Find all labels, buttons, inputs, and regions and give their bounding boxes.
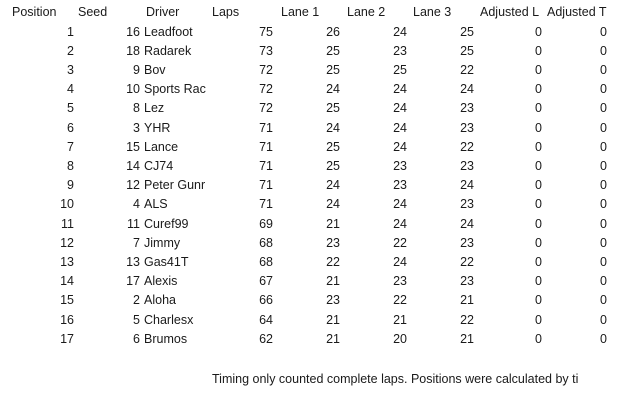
cell-driver[interactable]: ALS (144, 197, 168, 212)
cell-lane-2[interactable]: 20 (393, 331, 407, 346)
header-adjusted-l[interactable]: Adjusted L (480, 5, 540, 19)
cell-position[interactable]: 11 (61, 216, 74, 231)
footnote[interactable]: Timing only counted complete laps. Positions were calculated by ti (212, 372, 579, 386)
cell-laps[interactable]: 68 (259, 254, 273, 269)
cell-lane-1[interactable]: 24 (326, 178, 340, 193)
cell-adjusted-t[interactable]: 0 (600, 62, 607, 77)
cell-driver[interactable]: Aloha (144, 293, 176, 308)
cell-position[interactable]: 4 (67, 82, 74, 97)
cell-laps[interactable]: 66 (259, 293, 273, 308)
cell-seed[interactable]: 11 (127, 216, 140, 231)
cell-driver[interactable]: Jimmy (144, 235, 181, 250)
cell-position[interactable]: 14 (60, 274, 74, 289)
cell-adjusted-l[interactable]: 0 (535, 216, 542, 231)
cell-laps[interactable]: 71 (259, 139, 273, 154)
cell-lane-2[interactable]: 24 (393, 120, 407, 135)
cell-seed[interactable]: 16 (126, 24, 140, 39)
cell-adjusted-l[interactable]: 0 (535, 158, 542, 173)
cell-laps[interactable]: 71 (259, 158, 273, 173)
cell-lane-1[interactable]: 23 (326, 293, 340, 308)
cell-adjusted-t[interactable]: 0 (600, 235, 607, 250)
cell-lane-1[interactable]: 21 (326, 331, 340, 346)
cell-driver[interactable]: Lance (144, 139, 179, 154)
table-row (0, 99, 625, 118)
cell-driver[interactable]: Brumos (144, 331, 188, 346)
cell-lane-2[interactable]: 23 (393, 178, 407, 193)
table-row (0, 253, 625, 272)
cell-lane-3[interactable]: 23 (460, 120, 474, 135)
cell-position[interactable]: 13 (60, 254, 74, 269)
cell-laps[interactable]: 72 (259, 82, 273, 97)
cell-laps[interactable]: 62 (259, 331, 273, 346)
cell-driver[interactable]: Bov (144, 62, 166, 77)
header-position[interactable]: Position (12, 5, 57, 19)
cell-adjusted-l[interactable]: 0 (535, 43, 542, 58)
cell-adjusted-l[interactable]: 0 (535, 274, 542, 289)
cell-lane-3[interactable]: 23 (460, 197, 474, 212)
cell-adjusted-t[interactable]: 0 (600, 101, 607, 116)
cell-driver[interactable]: Leadfoot (144, 24, 193, 39)
cell-laps[interactable]: 72 (259, 62, 273, 77)
cell-position[interactable]: 3 (67, 62, 74, 77)
cell-lane-3[interactable]: 22 (460, 254, 474, 269)
cell-lane-1[interactable]: 24 (326, 82, 340, 97)
cell-position[interactable]: 1 (67, 24, 74, 39)
cell-adjusted-l[interactable]: 0 (535, 62, 542, 77)
cell-position[interactable]: 7 (67, 139, 74, 154)
cell-seed[interactable]: 12 (126, 178, 140, 193)
cell-seed[interactable]: 5 (133, 312, 140, 327)
cell-lane-2[interactable]: 22 (393, 235, 407, 250)
cell-adjusted-l[interactable]: 0 (535, 101, 542, 116)
cell-adjusted-t[interactable]: 0 (600, 82, 607, 97)
cell-lane-2[interactable]: 23 (393, 158, 407, 173)
cell-driver[interactable]: CJ74 (144, 158, 174, 173)
table-row (0, 61, 625, 80)
table-row (0, 311, 625, 330)
cell-adjusted-l[interactable]: 0 (535, 82, 542, 97)
cell-lane-2[interactable]: 24 (393, 216, 407, 231)
cell-seed[interactable]: 10 (126, 82, 140, 97)
cell-driver[interactable]: Lez (144, 101, 165, 116)
cell-adjusted-t[interactable]: 0 (600, 312, 607, 327)
cell-seed[interactable]: 9 (133, 62, 140, 77)
cell-adjusted-t[interactable]: 0 (600, 43, 607, 58)
header-laps[interactable]: Laps (212, 5, 240, 19)
cell-adjusted-l[interactable]: 0 (535, 178, 542, 193)
cell-position[interactable]: 9 (67, 178, 74, 193)
table-row (0, 215, 625, 234)
cell-adjusted-t[interactable]: 0 (600, 254, 607, 269)
cell-lane-3[interactable]: 25 (460, 43, 474, 58)
table-row (0, 195, 625, 214)
cell-lane-2[interactable]: 23 (393, 274, 407, 289)
cell-lane-2[interactable]: 23 (393, 43, 407, 58)
cell-lane-2[interactable]: 21 (393, 312, 407, 327)
cell-lane-1[interactable]: 25 (326, 101, 340, 116)
cell-position[interactable]: 17 (60, 331, 74, 346)
cell-lane-3[interactable]: 24 (460, 216, 474, 231)
cell-laps[interactable]: 71 (259, 178, 273, 193)
cell-position[interactable]: 8 (67, 158, 74, 173)
cell-seed[interactable]: 3 (133, 120, 140, 135)
header-lane-2[interactable]: Lane 2 (347, 5, 386, 19)
cell-seed[interactable]: 15 (126, 139, 140, 154)
cell-lane-3[interactable]: 22 (460, 312, 474, 327)
header-lane-1[interactable]: Lane 1 (281, 5, 320, 19)
cell-lane-3[interactable]: 23 (460, 158, 474, 173)
cell-lane-3[interactable]: 22 (460, 139, 474, 154)
cell-adjusted-t[interactable]: 0 (600, 197, 607, 212)
cell-lane-1[interactable]: 25 (326, 139, 340, 154)
cell-laps[interactable]: 71 (259, 197, 273, 212)
cell-position[interactable]: 15 (60, 293, 74, 308)
cell-adjusted-t[interactable]: 0 (600, 158, 607, 173)
cell-lane-1[interactable]: 25 (326, 158, 340, 173)
cell-lane-1[interactable]: 22 (326, 254, 340, 269)
cell-position[interactable]: 2 (67, 43, 74, 58)
cell-driver[interactable]: Radarek (144, 43, 192, 58)
table-row (0, 119, 625, 138)
cell-position[interactable]: 12 (60, 235, 74, 250)
cell-position[interactable]: 5 (67, 101, 74, 116)
cell-lane-3[interactable]: 24 (460, 82, 474, 97)
cell-seed[interactable]: 17 (126, 274, 140, 289)
cell-adjusted-t[interactable]: 0 (600, 274, 607, 289)
cell-laps[interactable]: 69 (259, 216, 273, 231)
header-seed[interactable]: Seed (78, 5, 108, 19)
cell-adjusted-l[interactable]: 0 (535, 293, 542, 308)
table-row (0, 157, 625, 176)
cell-seed[interactable]: 8 (133, 101, 140, 116)
cell-adjusted-l[interactable]: 0 (535, 139, 542, 154)
cell-lane-3[interactable]: 21 (460, 293, 474, 308)
cell-lane-1[interactable]: 21 (326, 216, 340, 231)
cell-lane-2[interactable]: 22 (393, 293, 407, 308)
cell-position[interactable]: 6 (67, 120, 74, 135)
cell-position[interactable]: 16 (60, 312, 74, 327)
cell-adjusted-l[interactable]: 0 (535, 254, 542, 269)
cell-lane-1[interactable]: 24 (326, 120, 340, 135)
cell-lane-3[interactable]: 23 (460, 235, 474, 250)
cell-laps[interactable]: 75 (259, 24, 273, 39)
cell-seed[interactable]: 7 (133, 235, 140, 250)
cell-adjusted-l[interactable]: 0 (535, 331, 542, 346)
cell-adjusted-t[interactable]: 0 (600, 178, 607, 193)
cell-adjusted-l[interactable]: 0 (535, 197, 542, 212)
cell-driver[interactable]: YHR (144, 120, 171, 135)
cell-lane-2[interactable]: 24 (393, 139, 407, 154)
cell-lane-1[interactable]: 24 (326, 197, 340, 212)
cell-adjusted-t[interactable]: 0 (600, 139, 607, 154)
cell-lane-1[interactable]: 21 (326, 312, 340, 327)
cell-seed[interactable]: 14 (126, 158, 140, 173)
cell-laps[interactable]: 71 (259, 120, 273, 135)
cell-seed[interactable]: 2 (133, 293, 140, 308)
cell-adjusted-t[interactable]: 0 (600, 216, 607, 231)
cell-adjusted-l[interactable]: 0 (535, 312, 542, 327)
table-row (0, 138, 625, 157)
table-row (0, 176, 625, 195)
table-row (0, 23, 625, 42)
header-driver[interactable]: Driver (146, 5, 180, 19)
cell-seed[interactable]: 18 (126, 43, 140, 58)
cell-lane-2[interactable]: 24 (393, 197, 407, 212)
table-row (0, 330, 625, 349)
cell-adjusted-t[interactable]: 0 (600, 293, 607, 308)
cell-driver[interactable]: Gas41T (144, 254, 189, 269)
table-row (0, 42, 625, 61)
cell-driver[interactable]: Sports Rac (144, 82, 206, 97)
table-row (0, 291, 625, 310)
cell-laps[interactable]: 68 (259, 235, 273, 250)
cell-lane-1[interactable]: 25 (326, 62, 340, 77)
cell-adjusted-l[interactable]: 0 (535, 235, 542, 250)
table-row (0, 80, 625, 99)
cell-lane-1[interactable]: 21 (326, 274, 340, 289)
cell-lane-3[interactable]: 24 (460, 178, 474, 193)
cell-driver[interactable]: Peter Gunr (144, 178, 206, 193)
cell-driver[interactable]: Charlesx (144, 312, 194, 327)
cell-lane-3[interactable]: 23 (460, 101, 474, 116)
header-lane-3[interactable]: Lane 3 (413, 5, 452, 19)
cell-seed[interactable]: 4 (133, 197, 140, 212)
cell-lane-2[interactable]: 24 (393, 254, 407, 269)
cell-adjusted-t[interactable]: 0 (600, 331, 607, 346)
header-row (0, 3, 625, 22)
cell-lane-1[interactable]: 23 (326, 235, 340, 250)
cell-lane-2[interactable]: 24 (393, 24, 407, 39)
header-adjusted-t[interactable]: Adjusted T (547, 5, 607, 19)
cell-position[interactable]: 10 (60, 197, 74, 212)
table-row (0, 272, 625, 291)
cell-driver[interactable]: Curef99 (144, 216, 189, 231)
cell-seed[interactable]: 6 (133, 331, 140, 346)
cell-lane-3[interactable]: 22 (460, 62, 474, 77)
cell-lane-2[interactable]: 24 (393, 82, 407, 97)
cell-adjusted-l[interactable]: 0 (535, 120, 542, 135)
cell-adjusted-t[interactable]: 0 (600, 120, 607, 135)
cell-lane-1[interactable]: 26 (326, 24, 340, 39)
cell-adjusted-l[interactable]: 0 (535, 24, 542, 39)
cell-laps[interactable]: 73 (259, 43, 273, 58)
cell-laps[interactable]: 72 (259, 101, 273, 116)
cell-lane-3[interactable]: 25 (460, 24, 474, 39)
cell-lane-1[interactable]: 25 (326, 43, 340, 58)
table-row (0, 234, 625, 253)
cell-laps[interactable]: 64 (259, 312, 273, 327)
cell-driver[interactable]: Alexis (144, 274, 178, 289)
cell-seed[interactable]: 13 (126, 254, 140, 269)
cell-adjusted-t[interactable]: 0 (600, 24, 607, 39)
cell-laps[interactable]: 67 (259, 274, 273, 289)
cell-lane-3[interactable]: 21 (460, 331, 474, 346)
cell-lane-2[interactable]: 25 (393, 62, 407, 77)
cell-lane-2[interactable]: 24 (393, 101, 407, 116)
cell-lane-3[interactable]: 23 (460, 274, 474, 289)
